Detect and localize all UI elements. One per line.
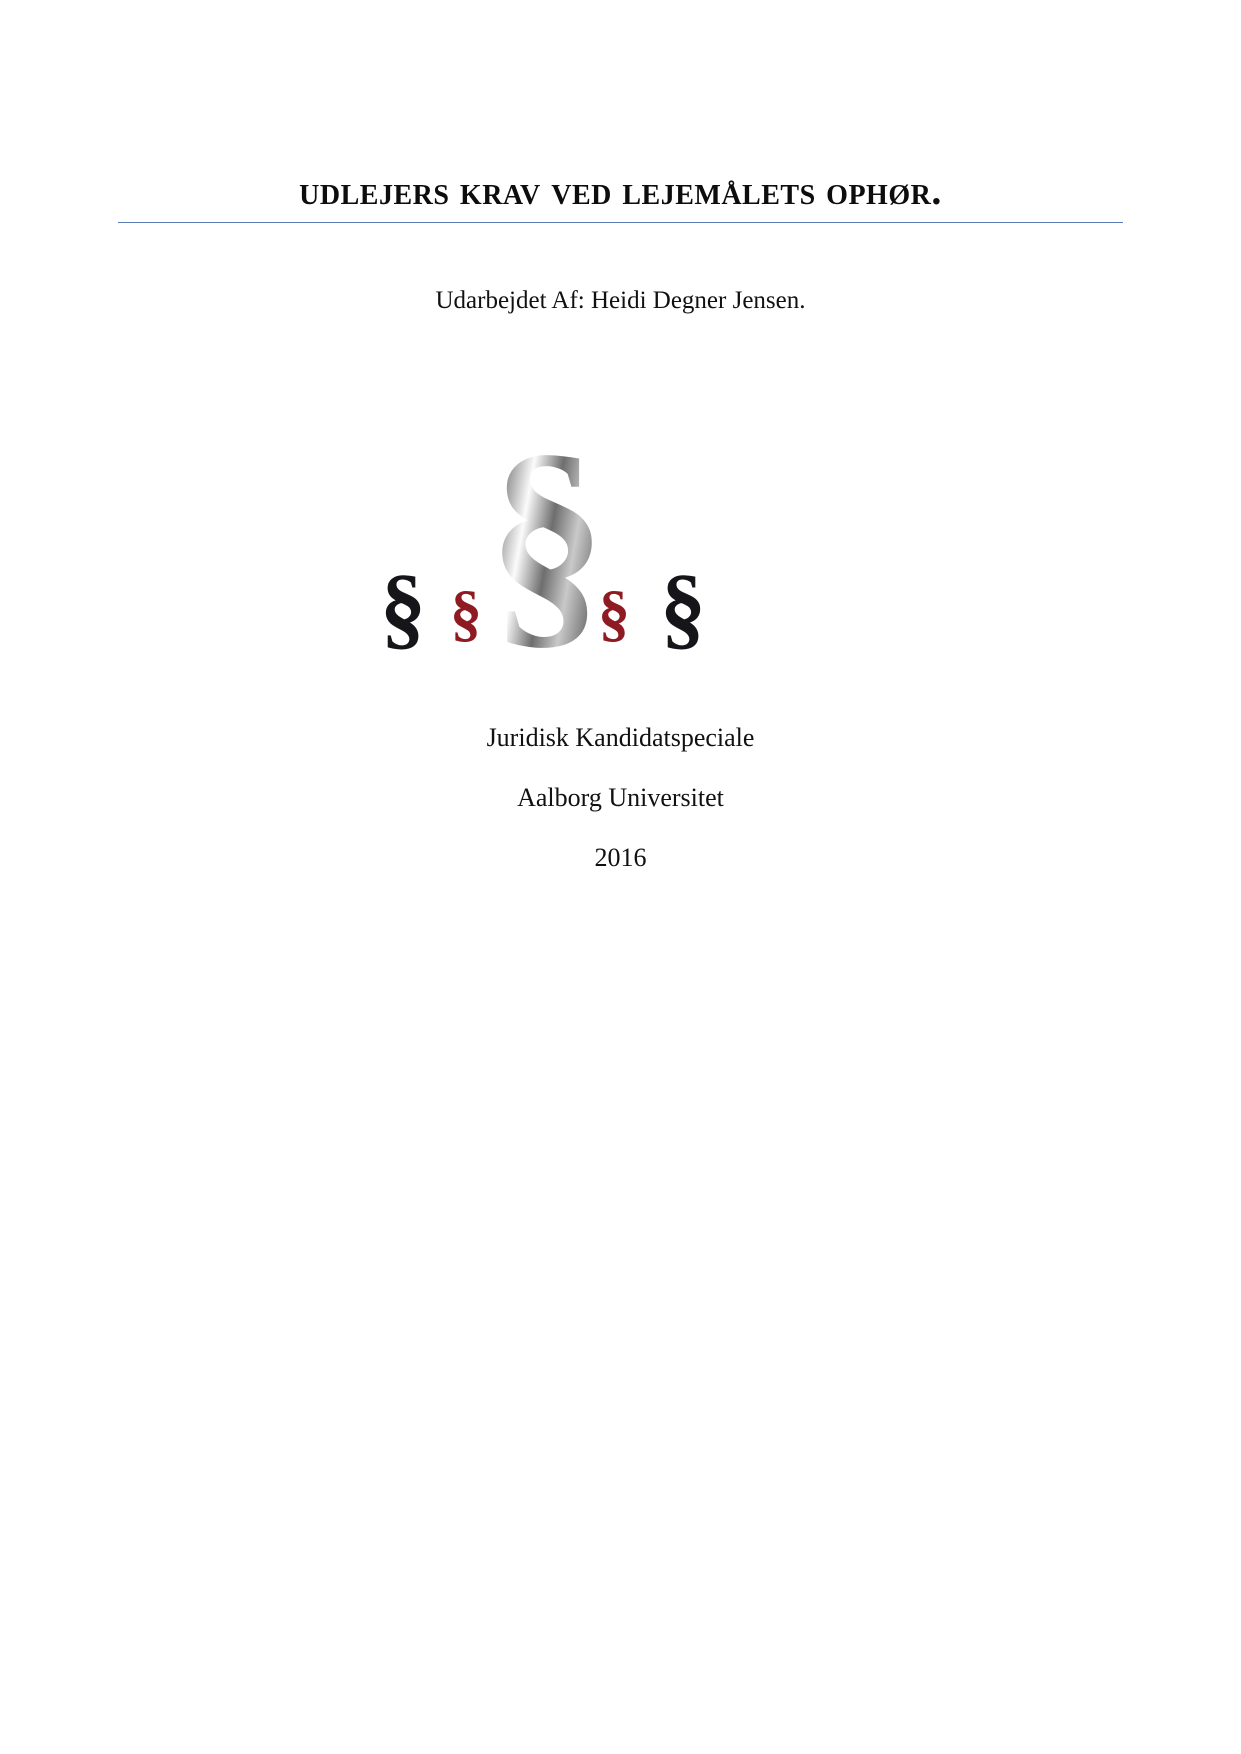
paragraph-section-symbols-logo [380,404,720,675]
author-line: Udarbejdet Af: Heidi Degner Jensen. [435,287,806,314]
section-symbol-icon: § [660,556,706,658]
footer-block [0,725,1241,871]
footer-line-year: 2016 [594,843,647,872]
title-block [118,168,1123,223]
logo-container [140,404,960,675]
footer-line-university: Aalborg Universitet [517,783,724,812]
section-symbol-icon: § [450,577,482,648]
title-divider [118,222,1123,223]
section-symbol-icon: § [380,556,426,658]
page-title: udlejers krav ved lejemålets ophør. [299,168,942,213]
section-symbol-icon: § [598,577,630,648]
footer-line-programme: Juridisk Kandidatspeciale [486,723,755,752]
section-symbol-icon: § [487,404,607,670]
